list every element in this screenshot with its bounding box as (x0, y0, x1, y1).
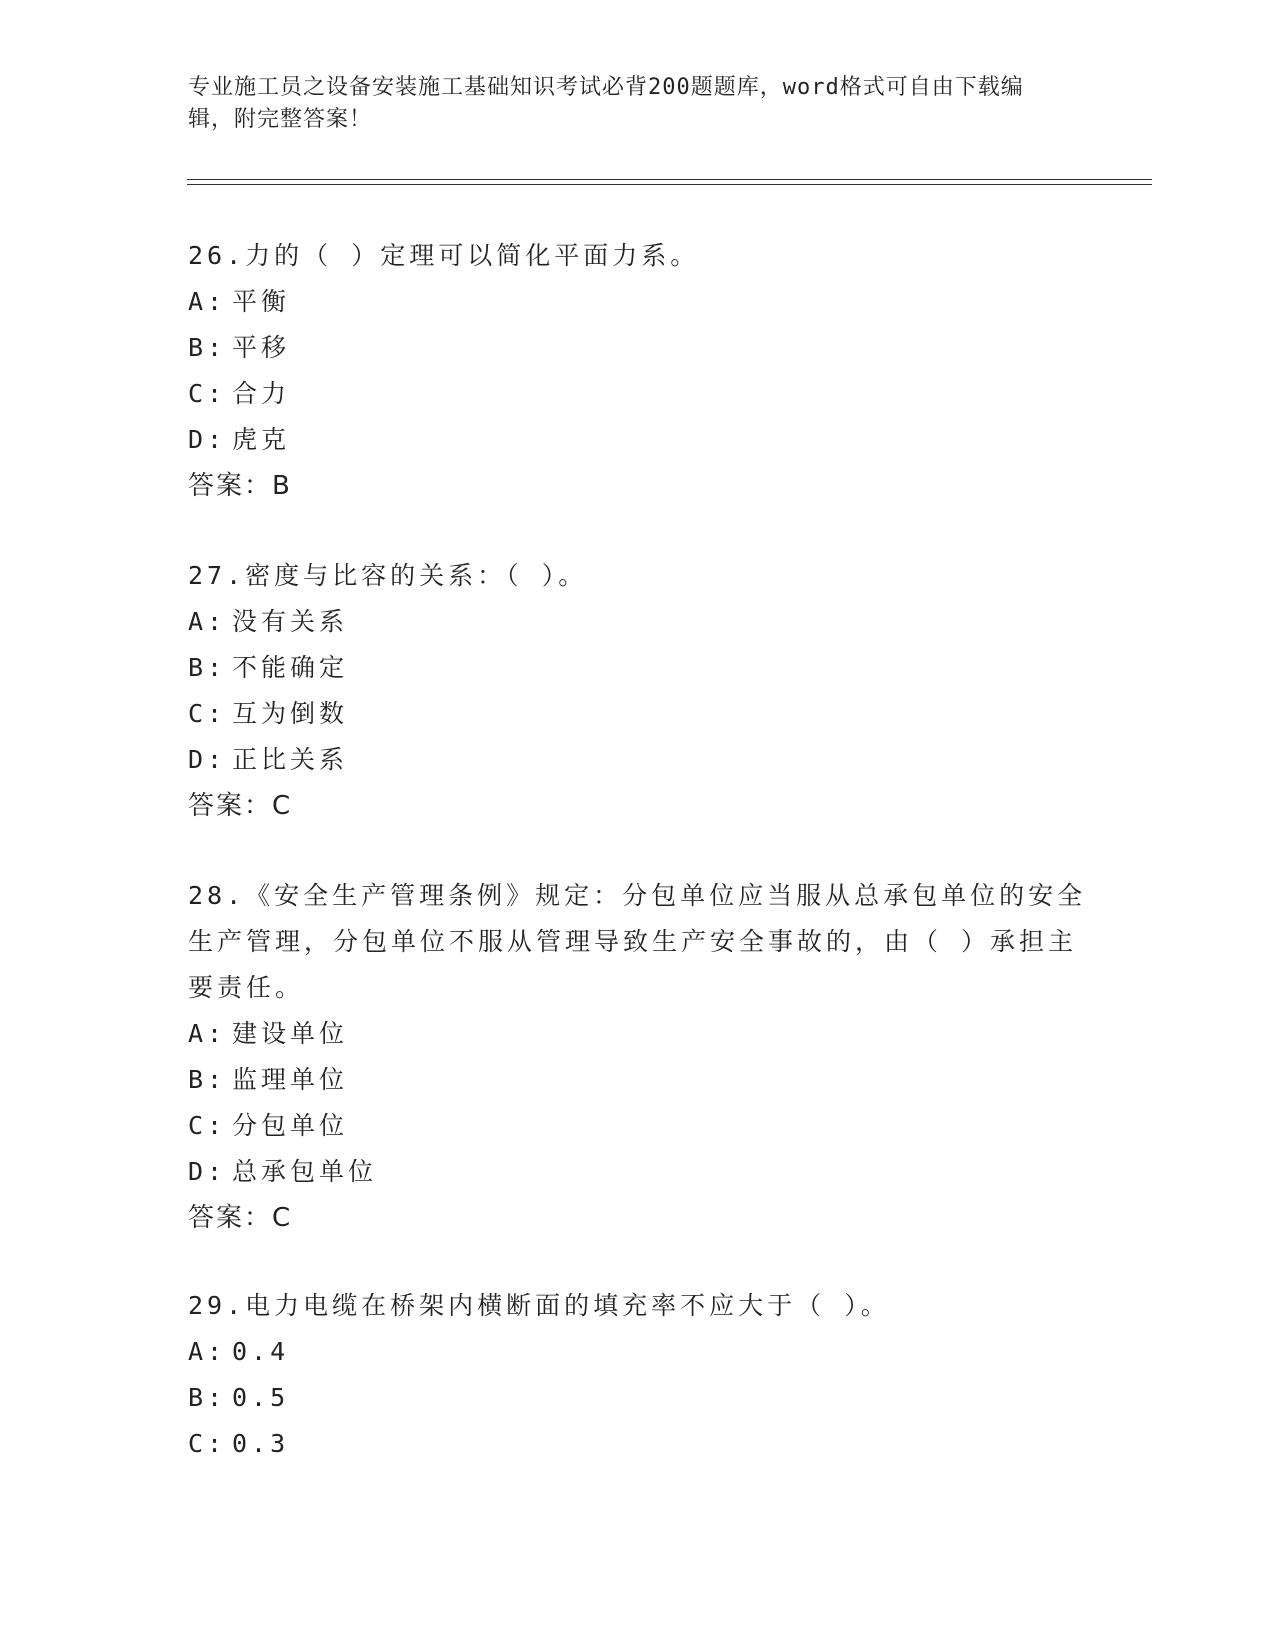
option-c (188, 1103, 1088, 1149)
option-d (188, 1149, 1088, 1195)
document-header: 专业施工员之设备安装施工基础知识考试必背200题题库，word格式可自由下载编辑，附完整答案！ (188, 75, 1024, 132)
option-b (188, 325, 1088, 371)
option-a (188, 1011, 1088, 1057)
option-a (188, 599, 1088, 645)
option-key: D: (188, 745, 227, 774)
option-key: B: (188, 1065, 227, 1094)
option-c (188, 691, 1088, 737)
question-29 (188, 1283, 1088, 1467)
option-key: A: (188, 607, 227, 636)
option-key: B: (188, 333, 227, 362)
answer-line: 答案：C (188, 1203, 293, 1233)
option-text: 0.4 (232, 1337, 290, 1366)
option-key: A: (188, 1337, 227, 1366)
option-key: A: (188, 1019, 227, 1048)
answer-line: 答案：B (188, 471, 292, 501)
header-divider-bottom (187, 184, 1152, 185)
option-d (188, 737, 1088, 783)
option-key: C: (188, 1111, 227, 1140)
option-text: 分包单位 (232, 1111, 349, 1140)
option-text: 不能确定 (232, 653, 349, 682)
question-26 (188, 233, 1088, 509)
option-c (188, 1421, 1088, 1467)
question-stem: 26.力的（ ）定理可以简化平面力系。 (188, 241, 700, 270)
header-divider-top (187, 179, 1152, 180)
option-text: 合力 (232, 379, 291, 408)
option-c (188, 371, 1088, 417)
option-text: 监理单位 (232, 1065, 349, 1094)
option-a (188, 279, 1088, 325)
option-key: D: (188, 1157, 227, 1186)
answer-line: 答案：C (188, 791, 293, 821)
option-key: A: (188, 287, 227, 316)
option-d (188, 417, 1088, 463)
question-stem: 28.《安全生产管理条例》规定：分包单位应当服从总承包单位的安全生产管理，分包单位不服从管理导致生产安全事故的，由（ ）承担主要责任。 (188, 881, 1087, 1002)
option-key: C: (188, 1429, 227, 1458)
question-stem: 29.电力电缆在桥架内横断面的填充率不应大于（ ）。 (188, 1291, 890, 1320)
question-stem: 27.密度与比容的关系：（ ）。 (188, 561, 588, 590)
option-b (188, 645, 1088, 691)
option-key: B: (188, 653, 227, 682)
option-text: 没有关系 (232, 607, 349, 636)
option-text: 0.5 (232, 1383, 290, 1412)
question-28 (188, 873, 1088, 1241)
option-b (188, 1375, 1088, 1421)
option-key: C: (188, 699, 227, 728)
option-a (188, 1329, 1088, 1375)
option-text: 平移 (232, 333, 291, 362)
option-text: 0.3 (232, 1429, 290, 1458)
option-text: 总承包单位 (232, 1157, 378, 1186)
option-text: 虎克 (232, 425, 291, 454)
option-text: 互为倒数 (232, 699, 349, 728)
question-27 (188, 553, 1088, 829)
option-b (188, 1057, 1088, 1103)
option-text: 平衡 (232, 287, 291, 316)
option-key: C: (188, 379, 227, 408)
option-key: D: (188, 425, 227, 454)
option-text: 建设单位 (232, 1019, 349, 1048)
option-text: 正比关系 (232, 745, 349, 774)
option-key: B: (188, 1383, 227, 1412)
